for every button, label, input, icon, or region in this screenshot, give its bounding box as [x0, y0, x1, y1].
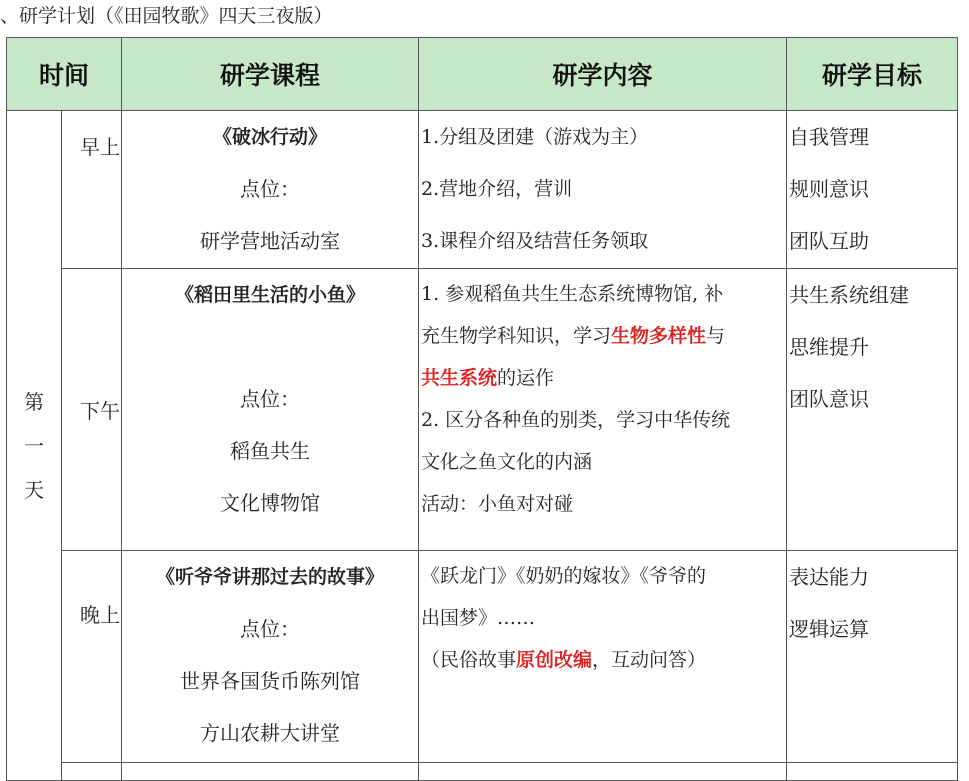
- course-cell: [122, 551, 419, 763]
- content-line: 《跃龙门》《奶奶的嫁妆》《爷爷的: [421, 565, 707, 587]
- goal-item: 表达能力: [789, 565, 870, 589]
- goal-item: 团队互助: [789, 229, 870, 253]
- course-line: 文化博物馆: [220, 491, 321, 515]
- highlight-text: 共生系统: [421, 367, 498, 389]
- study-plan-table: [6, 37, 958, 781]
- goal-item: 团队意识: [789, 387, 870, 411]
- course-title: 《破冰行动》: [213, 126, 328, 148]
- course-line: 研学营地活动室: [200, 229, 341, 253]
- slot-morning: 早上: [62, 111, 122, 269]
- slot-afternoon: 下午: [62, 269, 122, 551]
- goal-item: 思维提升: [789, 335, 870, 359]
- section-heading: 、研学计划（《田园牧歌》四天三夜版）: [0, 5, 333, 27]
- course-title: 《听爷爷讲那过去的故事》: [156, 566, 385, 588]
- content-line: （民俗故事原创改编，互动问答）: [421, 649, 707, 671]
- empty-cell: [62, 763, 122, 781]
- content-line: 活动：小鱼对对碰: [421, 493, 574, 515]
- course-title: 《稻田里生活的小鱼》: [175, 284, 366, 306]
- table-header-row: [7, 38, 958, 111]
- day-label-cell: [7, 111, 62, 781]
- course-line: 世界各国货币陈列馆: [180, 669, 361, 693]
- header-time: 时间: [7, 38, 122, 111]
- table-row-partial: [7, 763, 958, 781]
- goal-item: 规则意识: [789, 177, 870, 201]
- course-line: 点位：: [240, 617, 301, 641]
- highlight-text: 原创改编: [516, 649, 593, 671]
- course-cell: [122, 111, 419, 269]
- header-goal: 研学目标: [787, 38, 958, 111]
- content-line: 1. 参观稻鱼共生生态系统博物馆, 补: [421, 283, 724, 305]
- course-line: 稻鱼共生: [230, 439, 311, 463]
- table-row-evening: [7, 551, 958, 763]
- table-row-morning: [7, 111, 958, 269]
- content-line: 文化之鱼文化的内涵: [421, 451, 593, 473]
- content-line: 出国梦》……: [421, 607, 536, 629]
- empty-cell: [787, 763, 958, 781]
- goal-cell: [787, 551, 958, 763]
- content-line: 共生系统的运作: [421, 367, 555, 389]
- content-cell: [419, 551, 787, 763]
- content-line: 2. 区分各种鱼的别类，学习中华传统: [421, 409, 731, 431]
- content-line: 充生物学科知识，学习生物多样性与: [421, 325, 726, 347]
- day-char: 一: [24, 433, 44, 458]
- content-line: 1.分组及团建（游戏为主）: [421, 126, 649, 148]
- goal-item: 共生系统组建: [789, 283, 910, 307]
- goal-item: 逻辑运算: [789, 617, 870, 641]
- highlight-text: 生物多样性: [611, 325, 707, 347]
- course-cell: [122, 269, 419, 551]
- header-content: 研学内容: [419, 38, 787, 111]
- content-line: 3.课程介绍及结营任务领取: [421, 230, 649, 252]
- course-line: 方山农耕大讲堂: [200, 721, 341, 745]
- empty-cell: [419, 763, 787, 781]
- course-line: 点位：: [240, 177, 301, 201]
- content-line: 2.营地介绍，营训: [421, 178, 573, 200]
- content-cell: [419, 269, 787, 551]
- goal-cell: [787, 111, 958, 269]
- day-char: 天: [24, 477, 44, 502]
- goal-item: 自我管理: [789, 125, 870, 149]
- day-char: 第: [24, 389, 44, 414]
- course-line: 点位：: [240, 387, 301, 411]
- content-cell: [419, 111, 787, 269]
- table-row-afternoon: [7, 269, 958, 551]
- slot-evening: 晚上: [62, 551, 122, 763]
- empty-cell: [122, 763, 419, 781]
- goal-cell: [787, 269, 958, 551]
- header-course: 研学课程: [122, 38, 419, 111]
